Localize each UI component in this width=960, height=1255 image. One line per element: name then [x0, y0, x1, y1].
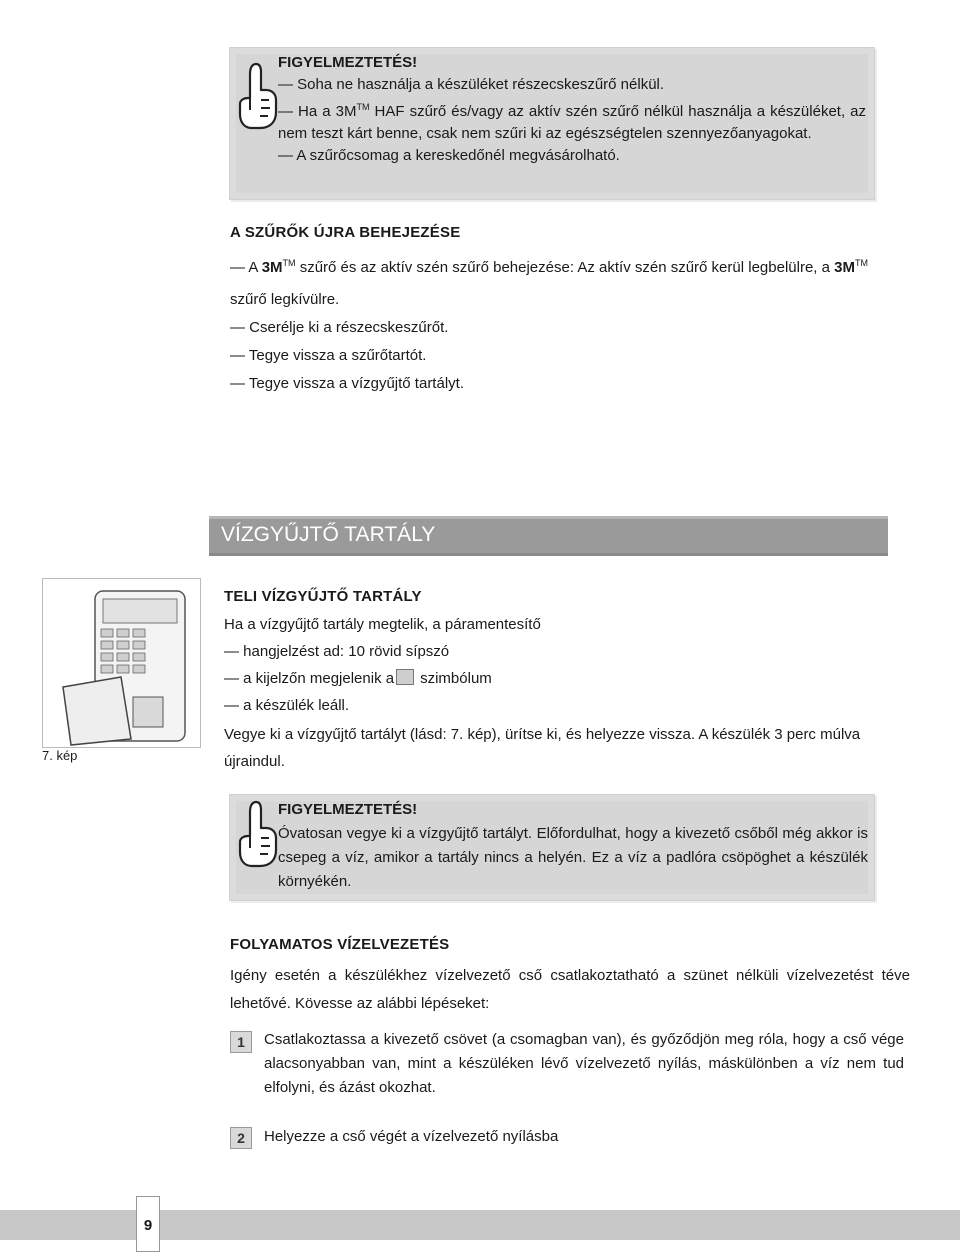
warning-title: FIGYELMEZTETÉS! — [278, 801, 418, 818]
filter-step: — A 3M™ szűrő és az aktív szén szűrő behejezése: Az aktív szén szűrő kerül legbelülre, a 3M™ — [230, 258, 868, 276]
full-tank-line: — a készülék leáll. — [224, 697, 350, 714]
dehumidifier-image — [42, 578, 201, 748]
filter-section — [230, 222, 910, 395]
banner-title: VÍZGYŰJTŐ TARTÁLY — [221, 523, 436, 546]
tank-full-icon — [396, 669, 414, 685]
filter-step: szűrő legkívülre. — [230, 291, 340, 308]
full-tank-line: — hangjelzést ad: 10 rövid sípszó — [224, 643, 450, 660]
section-banner — [209, 516, 888, 556]
section-heading: TELI VÍZGYŰJTŐ TARTÁLY — [224, 588, 422, 605]
pointing-hand-icon — [236, 60, 280, 132]
section-heading: A SZŰRŐK ÚJRA BEHEJEZÉSE — [230, 224, 461, 241]
dehumidifier-illustration — [43, 579, 200, 747]
warning-body: Óvatosan vegye ki a vízgyűjtő tartályt. Előfordulhat, hogy a kivezető csőből még akkor is csepeg a víz, amikor a tartály nincs a helyén. Ez a víz a padlóra csöpöghet a készülék környékén. — [278, 825, 868, 890]
filter-step: — Tegye vissza a vízgyűjtő tartályt. — [230, 375, 464, 392]
drain-intro: Igény esetén a készülékhez vízelvezető cső csatlakoztatható a szünet nélküli vízelvezetést téve lehetővé. Kövesse az alábbi lépéseket: — [230, 967, 910, 1012]
warning-line: — Soha ne használja a készüléket részecskeszűrő nélkül. — [278, 76, 665, 93]
full-tank-section — [224, 586, 914, 775]
warning-line: — A szűrőcsomag a kereskedőnél megvásárolható. — [278, 147, 620, 164]
full-tank-line: Ha a vízgyűjtő tartály megtelik, a páramentesítő — [224, 616, 541, 633]
drain-step: Csatlakoztassa a kivezető csövet (a csomagban van), és győződjön meg róla, hogy a cső vége alacsonyabban van, mint a készüléken lévő vízelvezető nyílás, máskülönben a víz nem tud elfolyni, és ázást okozhat. — [264, 1031, 904, 1096]
drain-section — [230, 934, 910, 1018]
full-tank-line: Vegye ki a vízgyűjtő tartályt (lásd: 7. kép), ürítse ki, és helyezze vissza. A készülék 3 perc múlva újraindul. — [224, 726, 861, 770]
image-caption: 7. kép — [42, 748, 78, 763]
full-tank-line: — a kijelzőn megjelenik a szimbólum — [224, 670, 492, 687]
step-number-badge: 2 — [230, 1127, 252, 1149]
pointing-hand-icon — [236, 798, 280, 870]
drain-step: Helyezze a cső végét a vízelvezető nyílásba — [264, 1128, 559, 1145]
page-number: 9 — [136, 1196, 160, 1252]
step-number-badge: 1 — [230, 1031, 252, 1053]
warning-title: FIGYELMEZTETÉS! — [278, 54, 418, 71]
filter-step: — Tegye vissza a szűrőtartót. — [230, 347, 427, 364]
filter-step: — Cserélje ki a részecskeszűrőt. — [230, 319, 449, 336]
warning-line: — Ha a 3M™ HAF szűrő és/vagy az aktív szén szűrő nélkül használja a készüléket, az nem teszt kárt benne, csak nem szűri ki az egészségtelen szennyezőanyagokat. — [278, 102, 867, 142]
section-heading: FOLYAMATOS VÍZELVEZETÉS — [230, 936, 450, 953]
